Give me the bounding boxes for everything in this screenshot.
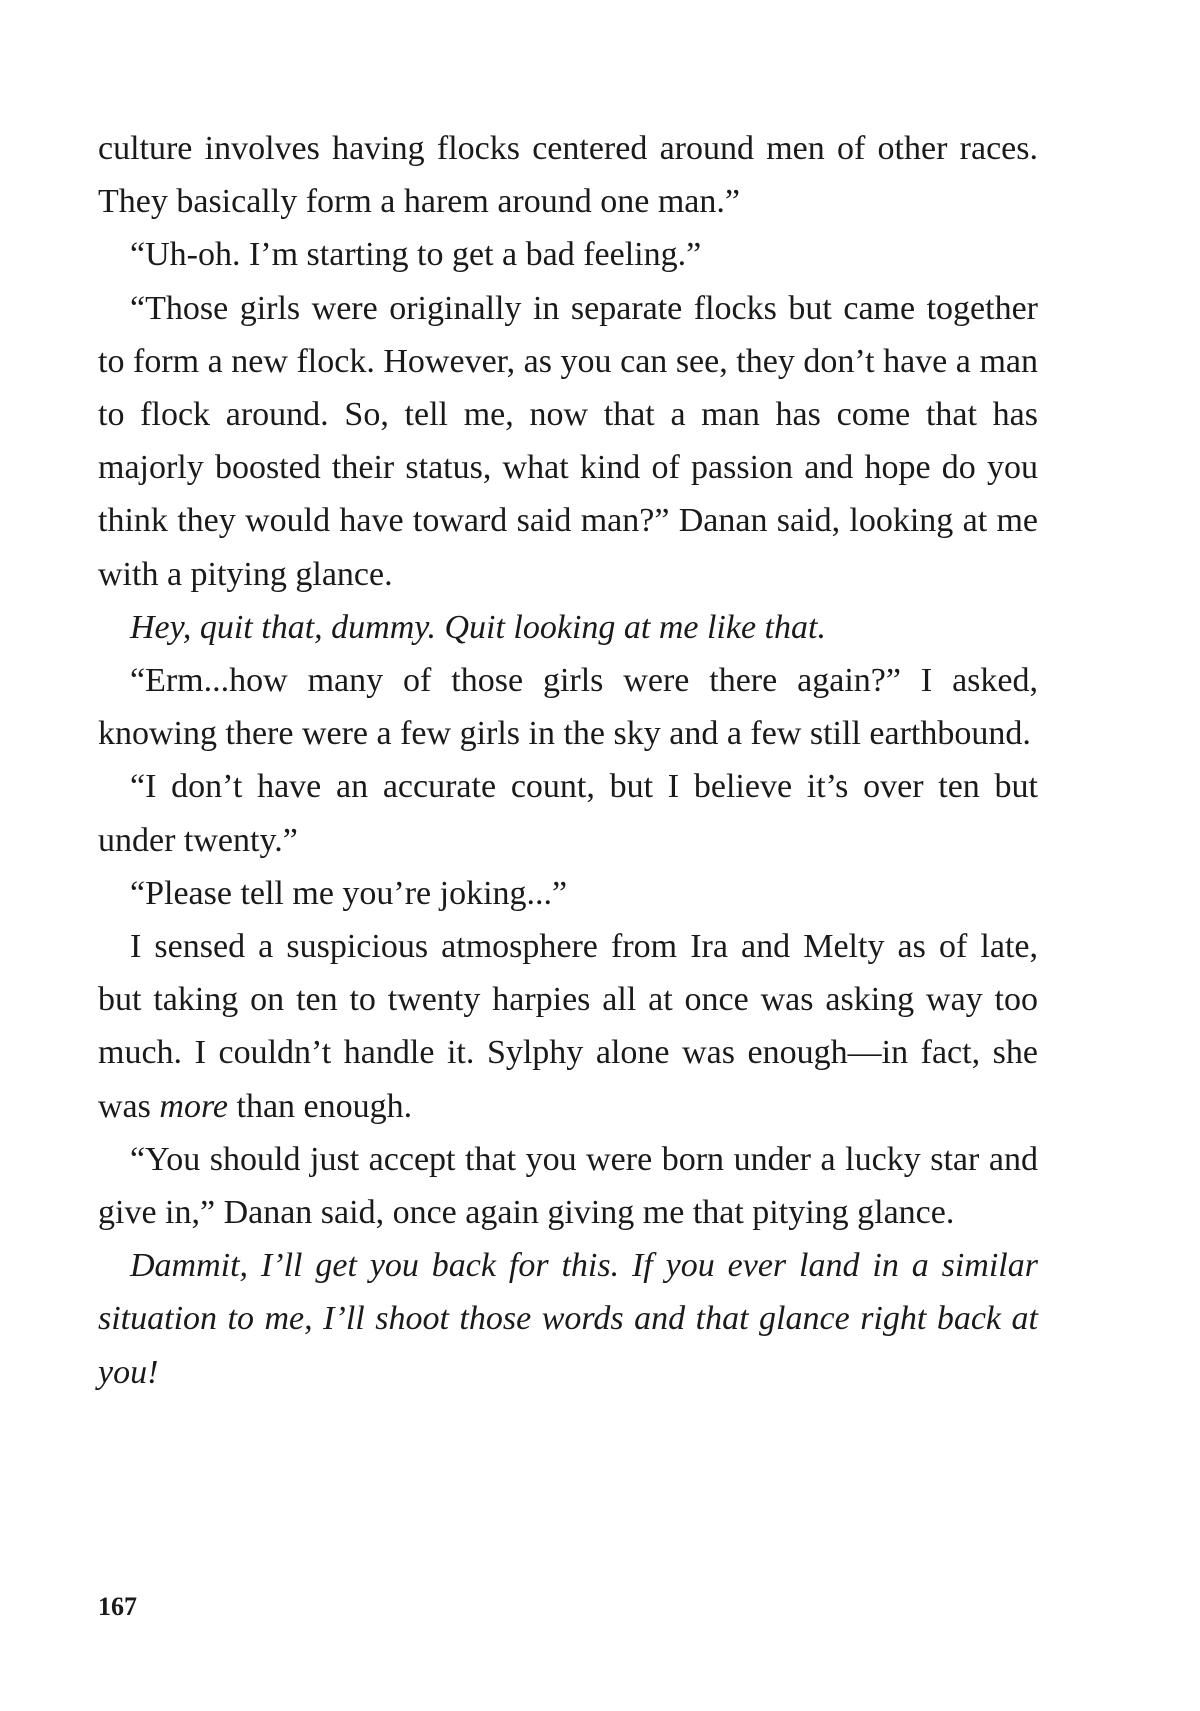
narration-text-after: than enough. [228, 1087, 413, 1125]
paragraph-dialogue-flocks: “Those girls were originally in separate flocks but came together to form a new flock. However, as you can see, they don’t have a man to flock around. So, tell me, now that a man has come that has majorly boosted their status, what kind of passion and hope do you think they would have toward said man?” Danan said, looking at me with a pitying glance. [98, 289, 1038, 593]
paragraph-inner-thought-dammit: Dammit, I’ll get you back for this. If you ever land in a similar situation to me, I’ll shoot those words and that glance right back at you! [98, 1247, 1038, 1391]
paragraph-dialogue-how-many: “Erm...how many of those girls were there again?” I asked, knowing there were a few girls in the sky and a few still earthbound. [98, 662, 1038, 753]
paragraph-continuation: culture involves having flocks centered around men of other races. They basically form a harem around one man.” [98, 130, 1038, 221]
paragraph-dialogue-uh-oh: “Uh-oh. I’m starting to get a bad feeling.” [130, 236, 702, 274]
paragraph-dialogue-count: “I don’t have an accurate count, but I believe it’s over ten but under twenty.” [98, 768, 1038, 859]
page-body-text [98, 122, 1038, 1399]
paragraph-narration-harpies [98, 920, 1038, 1133]
paragraph-dialogue-lucky-star: “You should just accept that you were born under a lucky star and give in,” Danan said, once again giving me that pitying glance. [98, 1140, 1038, 1232]
page-number: 167 [98, 1592, 137, 1621]
paragraph-dialogue-joking: “Please tell me you’re joking...” [130, 874, 568, 912]
emphasis-more: more [159, 1087, 229, 1125]
narration-text-before: I sensed a suspicious atmosphere from Ira and Melty as of late, but taking on ten to twenty harpies all at once was asking way too much. I couldn’t handle it. Sylphy alone was enough—in fact, she was [98, 928, 1038, 1125]
paragraph-inner-thought-quit-that: Hey, quit that, dummy. Quit looking at me like that. [130, 608, 826, 646]
